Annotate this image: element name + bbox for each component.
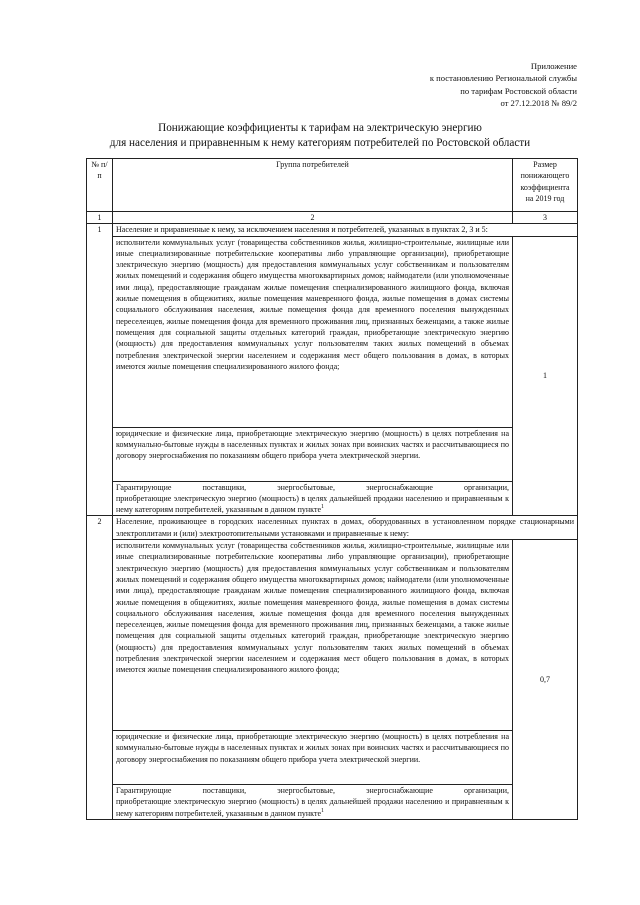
- suppliers-rest: приобретающие электрическую энергию (мощность) в целях дальнейшей продажи населению и приравненным к нему категориям потребителей, указанным в данном пункте: [116, 797, 509, 818]
- row-2-consumers-suppliers: [113, 785, 513, 820]
- column-index-2: 2: [113, 212, 513, 224]
- row-1-consumers-suppliers: [113, 481, 513, 516]
- row-1-consumers-military: юридические и физические лица, приобретающие электрическую энергию (мощность) в целях потребления на коммунально-бытовые нужды в населенных пунктах и жилых зонах при воинских частях и рассчитывающиеся по договору энергоснабжения по показаниям общего прибора учета электрической энергии.: [113, 427, 513, 481]
- title-line-1: Понижающие коэффициенты к тарифам на электрическую энергию: [158, 122, 482, 134]
- suppliers-rest: приобретающие электрическую энергию (мощность) в целях дальнейшей продажи населению и приравненным к нему категориям потребителей, указанным в данном пункте: [116, 493, 509, 515]
- table-row: [87, 731, 578, 785]
- table-row: [87, 481, 578, 516]
- row-2-coefficient: 0,7: [513, 540, 578, 820]
- row-1-group-title: Население и приравненные к нему, за исключением населения и потребителей, указанных в пунктах 2, 3 и 5:: [113, 224, 578, 236]
- footnote-mark: 1: [321, 807, 324, 814]
- header-coef: Размер понижающего коэффициента на 2019 год: [513, 159, 578, 212]
- row-2-consumers-utility: исполнители коммунальных услуг (товарищества собственников жилья, жилищно-строительные, жилищные или иные специализированные потребительские кооперативы либо управляющие организации), приобретающие электрическую энергию (мощность) для предоставления коммунальных услуг собственникам и пользователям жилых помещений и содержания общего имущества многоквартирных домов; наймодатели (или уполномоченные ими лица), предоставляющие гражданам жилые помещения специализированного жилищного фонда, включая жилые помещения в общежитиях, жилые помещения маневренного фонда, жилые помещения в домах системы социального обслуживания населения, жилые помещения фонда для временного поселения вынужденных переселенцев, жилые помещения фонда для временного проживания лиц, признанных беженцами, а также жилые помещения для социальной защиты отдельных категорий граждан, приобретающие электрическую энергию (мощность) для предоставления коммунальных услуг пользователям таких жилых помещений в объемах потребления электрической энергии населением и содержания мест общего пользования в домах, в которых имеются жилые помещения специализированного жилого фонда;: [113, 540, 513, 731]
- appendix-block: [430, 60, 577, 110]
- table-header-row: [87, 159, 578, 212]
- header-num: № п/п: [87, 159, 113, 212]
- appendix-line-4: от 27.12.2018 № 89/2: [500, 98, 577, 109]
- table-row: [87, 785, 578, 820]
- suppliers-first-line: Гарантирующие поставщики, энергосбытовые, энергоснабжающие организации,: [116, 482, 509, 492]
- column-index-1: 1: [87, 212, 113, 224]
- document-title: [0, 121, 640, 151]
- row-1-number: 1: [87, 224, 113, 516]
- footnote-mark: 1: [321, 504, 324, 511]
- table-row: [87, 516, 578, 540]
- column-index-row: [87, 212, 578, 224]
- row-1-consumers-utility: исполнители коммунальных услуг (товарищества собственников жилья, жилищно-строительные, жилищные или иные специализированные потребительские кооперативы либо управляющие организации), приобретающие электрическую энергию (мощность) для предоставления коммунальных услуг собственникам и пользователям жилых помещений и содержания общего имущества многоквартирных домов; наймодатели (или уполномоченные ими лица), предоставляющие гражданам жилые помещения специализированного жилищного фонда, включая жилые помещения в общежитиях, жилые помещения маневренного фонда, жилые помещения в домах системы социального обслуживания населения, жилые помещения фонда для временного поселения вынужденных переселенцев, жилые помещения фонда для временного проживания лиц, признанных беженцами, а также жилые помещения для социальной защиты отдельных категорий граждан, приобретающие электрическую энергию (мощность) для предоставления коммунальных услуг пользователям таких жилых помещений в объемах потребления электрической энергии населением и содержания мест общего пользования в домах, в которых имеются жилые помещения специализированного жилого фонда;: [113, 236, 513, 427]
- title-line-2: для населения и приравненным к нему категориям потребителей по Ростовской области: [109, 137, 531, 149]
- row-1-coefficient: 1: [513, 236, 578, 516]
- row-2-group-title: Население, проживающее в городских населенных пунктах в домах, оборудованных в установленном порядке стационарными электроплитами и (или) электроотопительными установками и приравненные к нему:: [113, 516, 578, 540]
- table-row: [87, 236, 578, 427]
- table-row: [87, 224, 578, 236]
- row-2-consumers-military: юридические и физические лица, приобретающие электрическую энергию (мощность) в целях потребления на коммунально-бытовые нужды в населенных пунктах и жилых зонах при воинских частях и рассчитывающиеся по договору энергоснабжения по показаниям общего прибора учета электрической энергии.: [113, 731, 513, 785]
- column-index-3: 3: [513, 212, 578, 224]
- row-2-number: 2: [87, 516, 113, 819]
- appendix-line-3: по тарифам Ростовской области: [460, 85, 577, 96]
- suppliers-first-line: Гарантирующие поставщики, энергосбытовые, энергоснабжающие организации,: [116, 786, 509, 796]
- appendix-line-2: к постановлению Региональной службы: [429, 73, 577, 84]
- tariff-table: [86, 158, 578, 820]
- appendix-line-1: Приложение: [530, 61, 577, 71]
- header-group: Группа потребителей: [113, 159, 513, 212]
- table-row: [87, 540, 578, 731]
- table-row: [87, 427, 578, 481]
